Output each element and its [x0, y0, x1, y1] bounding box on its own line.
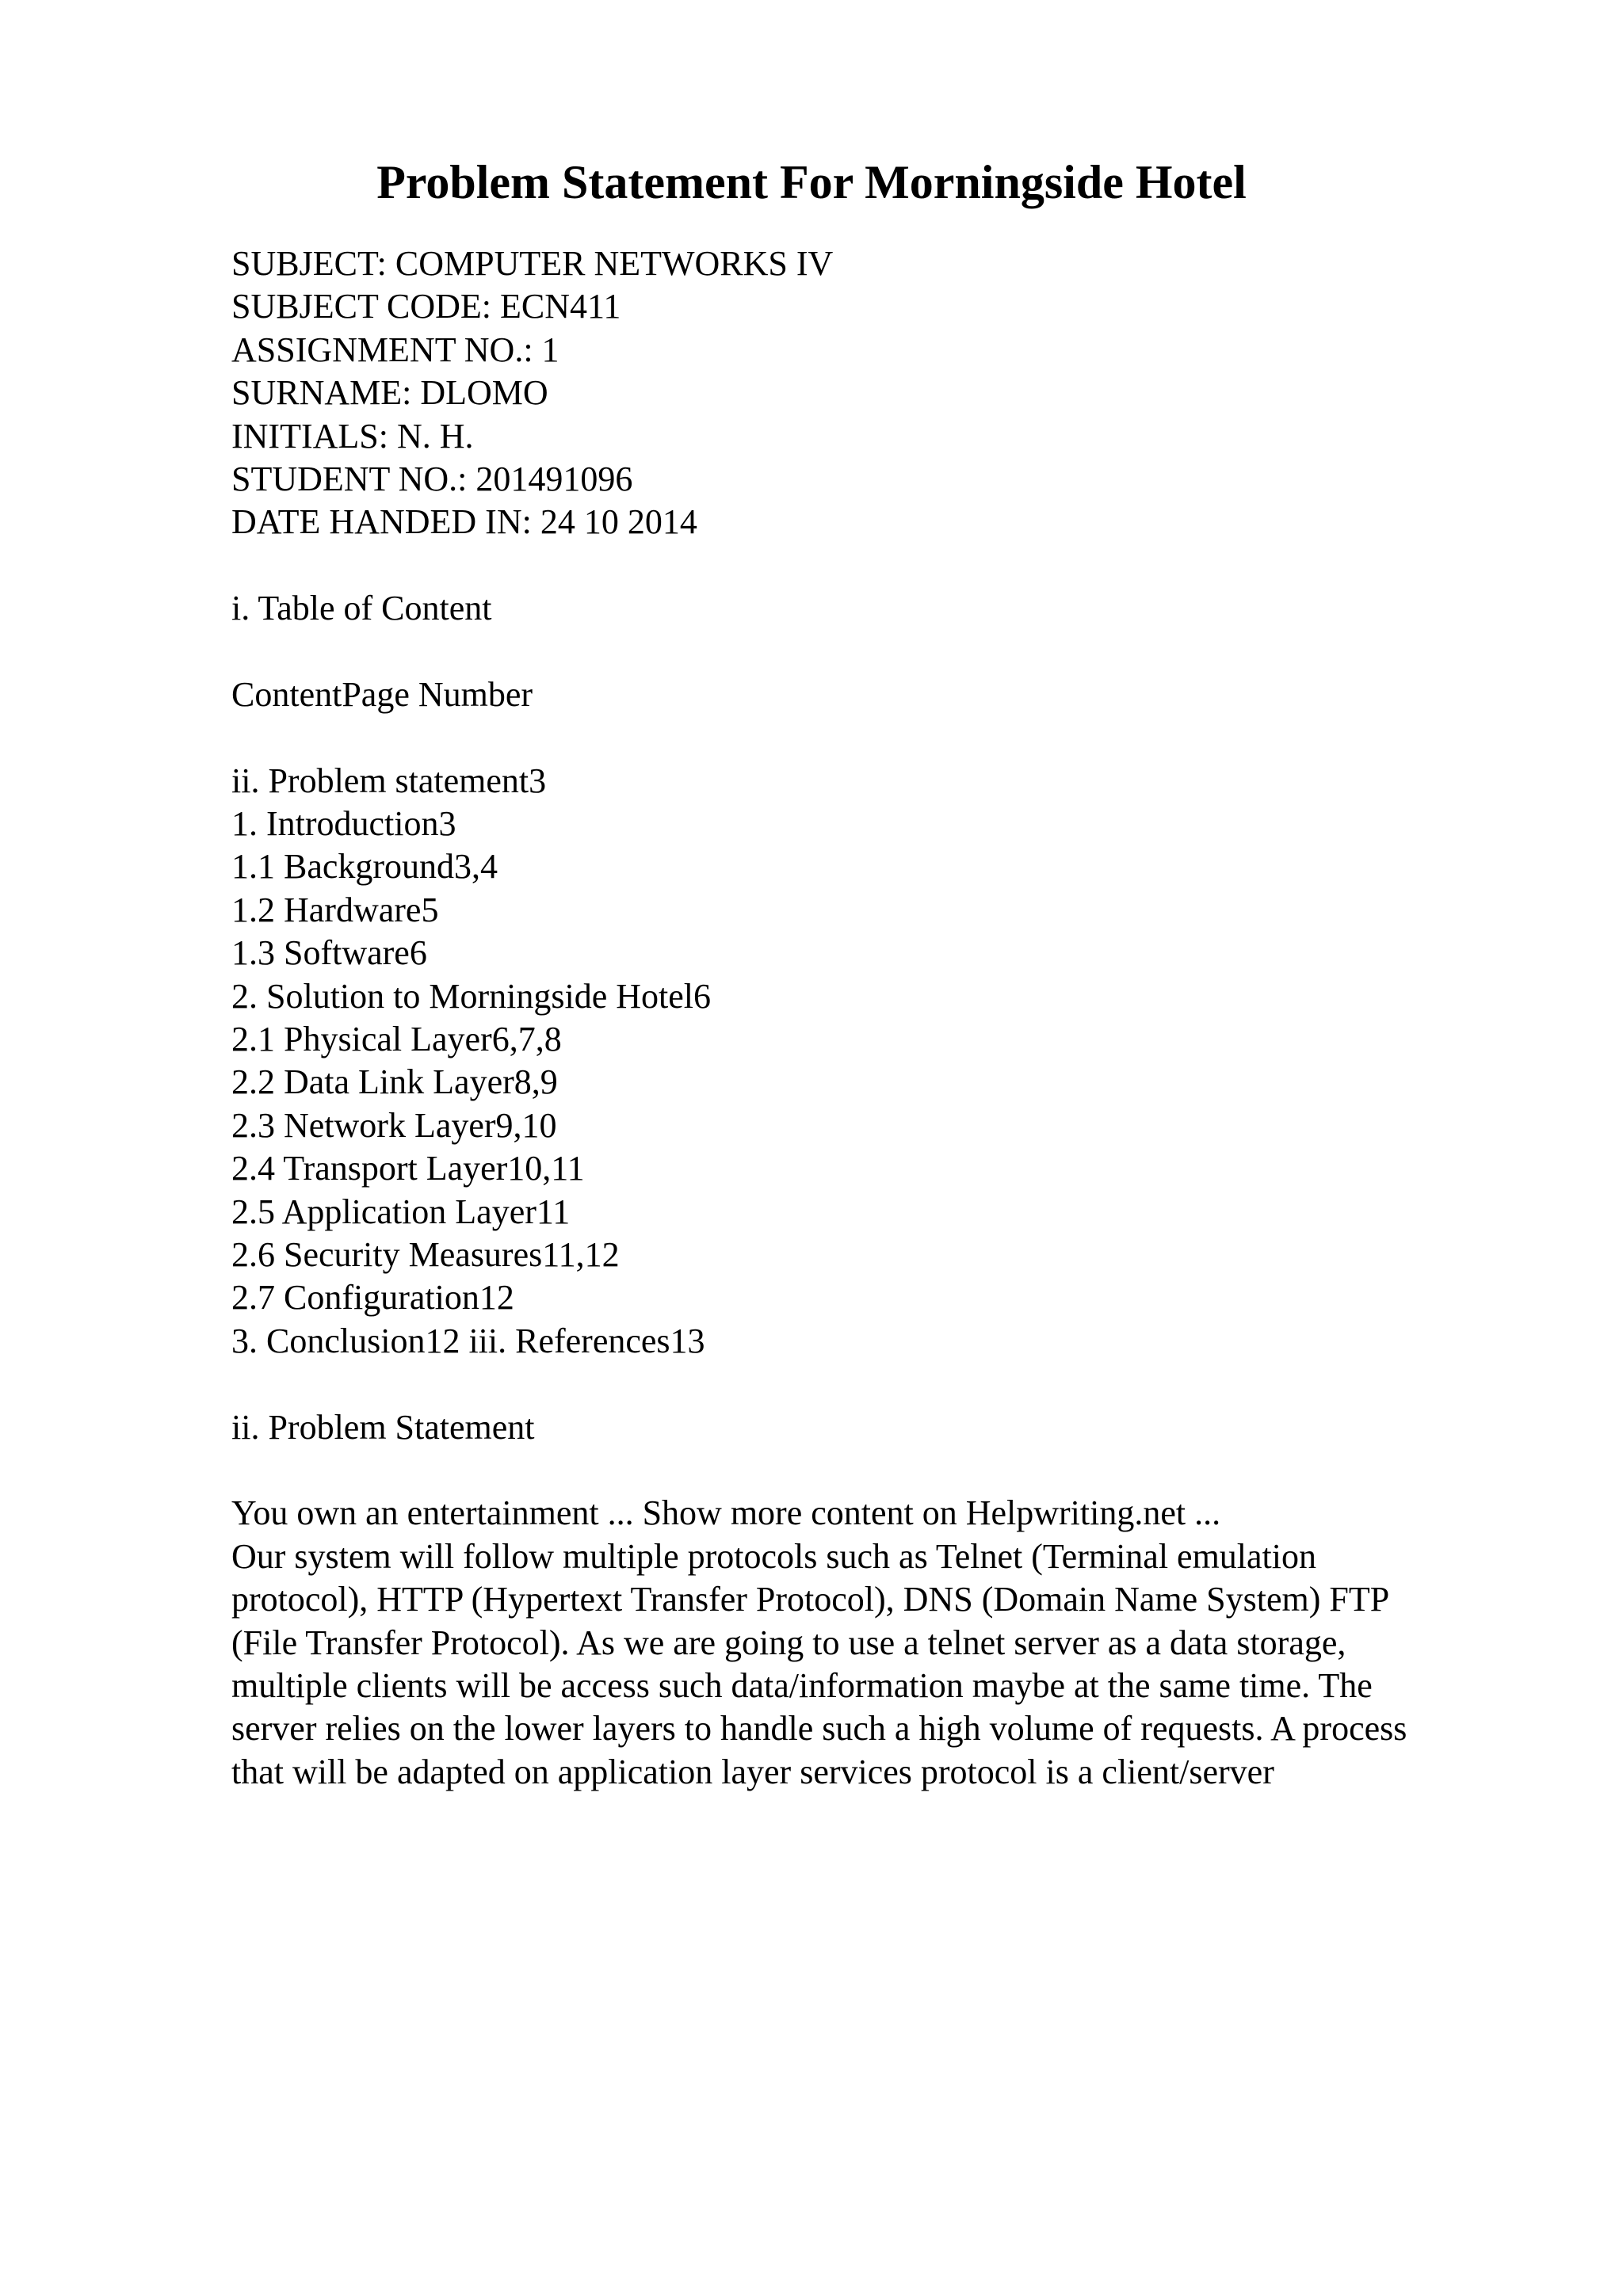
problem-heading: ii. Problem Statement — [231, 1407, 535, 1447]
body-line: Our system will follow multiple protocols such as Telnet (Terminal emulation — [231, 1536, 1317, 1576]
toc-columns: ContentPage Number — [231, 674, 533, 714]
toc-entry: 2.6 Security Measures11,12 — [231, 1234, 620, 1274]
body-line: multiple clients will be access such data/information maybe at the same time. The — [231, 1665, 1373, 1705]
body-line: that will be adapted on application layer services protocol is a client/server — [231, 1752, 1274, 1791]
assignment-number-line: ASSIGNMENT NO.: 1 — [231, 330, 559, 369]
body-paragraph — [231, 1535, 1594, 1794]
toc-entry: 2.1 Physical Layer6,7,8 — [231, 1020, 562, 1059]
spacer — [231, 631, 1594, 673]
toc-heading: i. Table of Content — [231, 589, 492, 628]
toc-entry: 2.7 Configuration12 — [231, 1278, 514, 1318]
spacer — [231, 716, 1594, 759]
subject-line: SUBJECT: COMPUTER NETWORKS IV — [231, 244, 834, 283]
body-line: server relies on the lower layers to handle such a high volume of requests. A process — [231, 1709, 1407, 1749]
toc-entry: 2. Solution to Morningside Hotel6 — [231, 976, 711, 1016]
body-line: protocol), HTTP (Hypertext Transfer Protocol), DNS (Domain Name System) FTP — [231, 1580, 1390, 1619]
spacer — [231, 1449, 1594, 1492]
initials-line: INITIALS: N. H. — [231, 416, 474, 456]
toc-list — [231, 760, 1594, 1363]
toc-entry: 2.2 Data Link Layer8,9 — [231, 1062, 558, 1102]
toc-entry: 1.3 Software6 — [231, 933, 427, 973]
toc-entry: 2.3 Network Layer9,10 — [231, 1105, 557, 1145]
student-number-line: STUDENT NO.: 201491096 — [231, 459, 633, 498]
subject-code-line: SUBJECT CODE: ECN411 — [231, 287, 621, 326]
toc-entry: 2.5 Application Layer11 — [231, 1192, 571, 1231]
header-info — [231, 242, 1594, 544]
intro-line: You own an entertainment ... Show more content on Helpwriting.net ... — [231, 1493, 1221, 1533]
toc-entry: 2.4 Transport Layer10,11 — [231, 1149, 585, 1188]
toc-entry: 1. Introduction3 — [231, 804, 456, 844]
spacer — [231, 1363, 1594, 1405]
document-body — [231, 242, 1594, 1794]
date-handed-in-line: DATE HANDED IN: 24 10 2014 — [231, 502, 697, 542]
spacer — [231, 544, 1594, 587]
toc-entry: 1.1 Background3,4 — [231, 847, 498, 887]
toc-entry: ii. Problem statement3 — [231, 761, 547, 800]
toc-entry: 3. Conclusion12 iii. References13 — [231, 1321, 705, 1360]
surname-line: SURNAME: DLOMO — [231, 373, 548, 413]
toc-entry: 1.2 Hardware5 — [231, 890, 439, 929]
body-line: (File Transfer Protocol). As we are going to use a telnet server as a data storage, — [231, 1623, 1346, 1662]
document-title: Problem Statement For Morningside Hotel — [376, 156, 1247, 208]
